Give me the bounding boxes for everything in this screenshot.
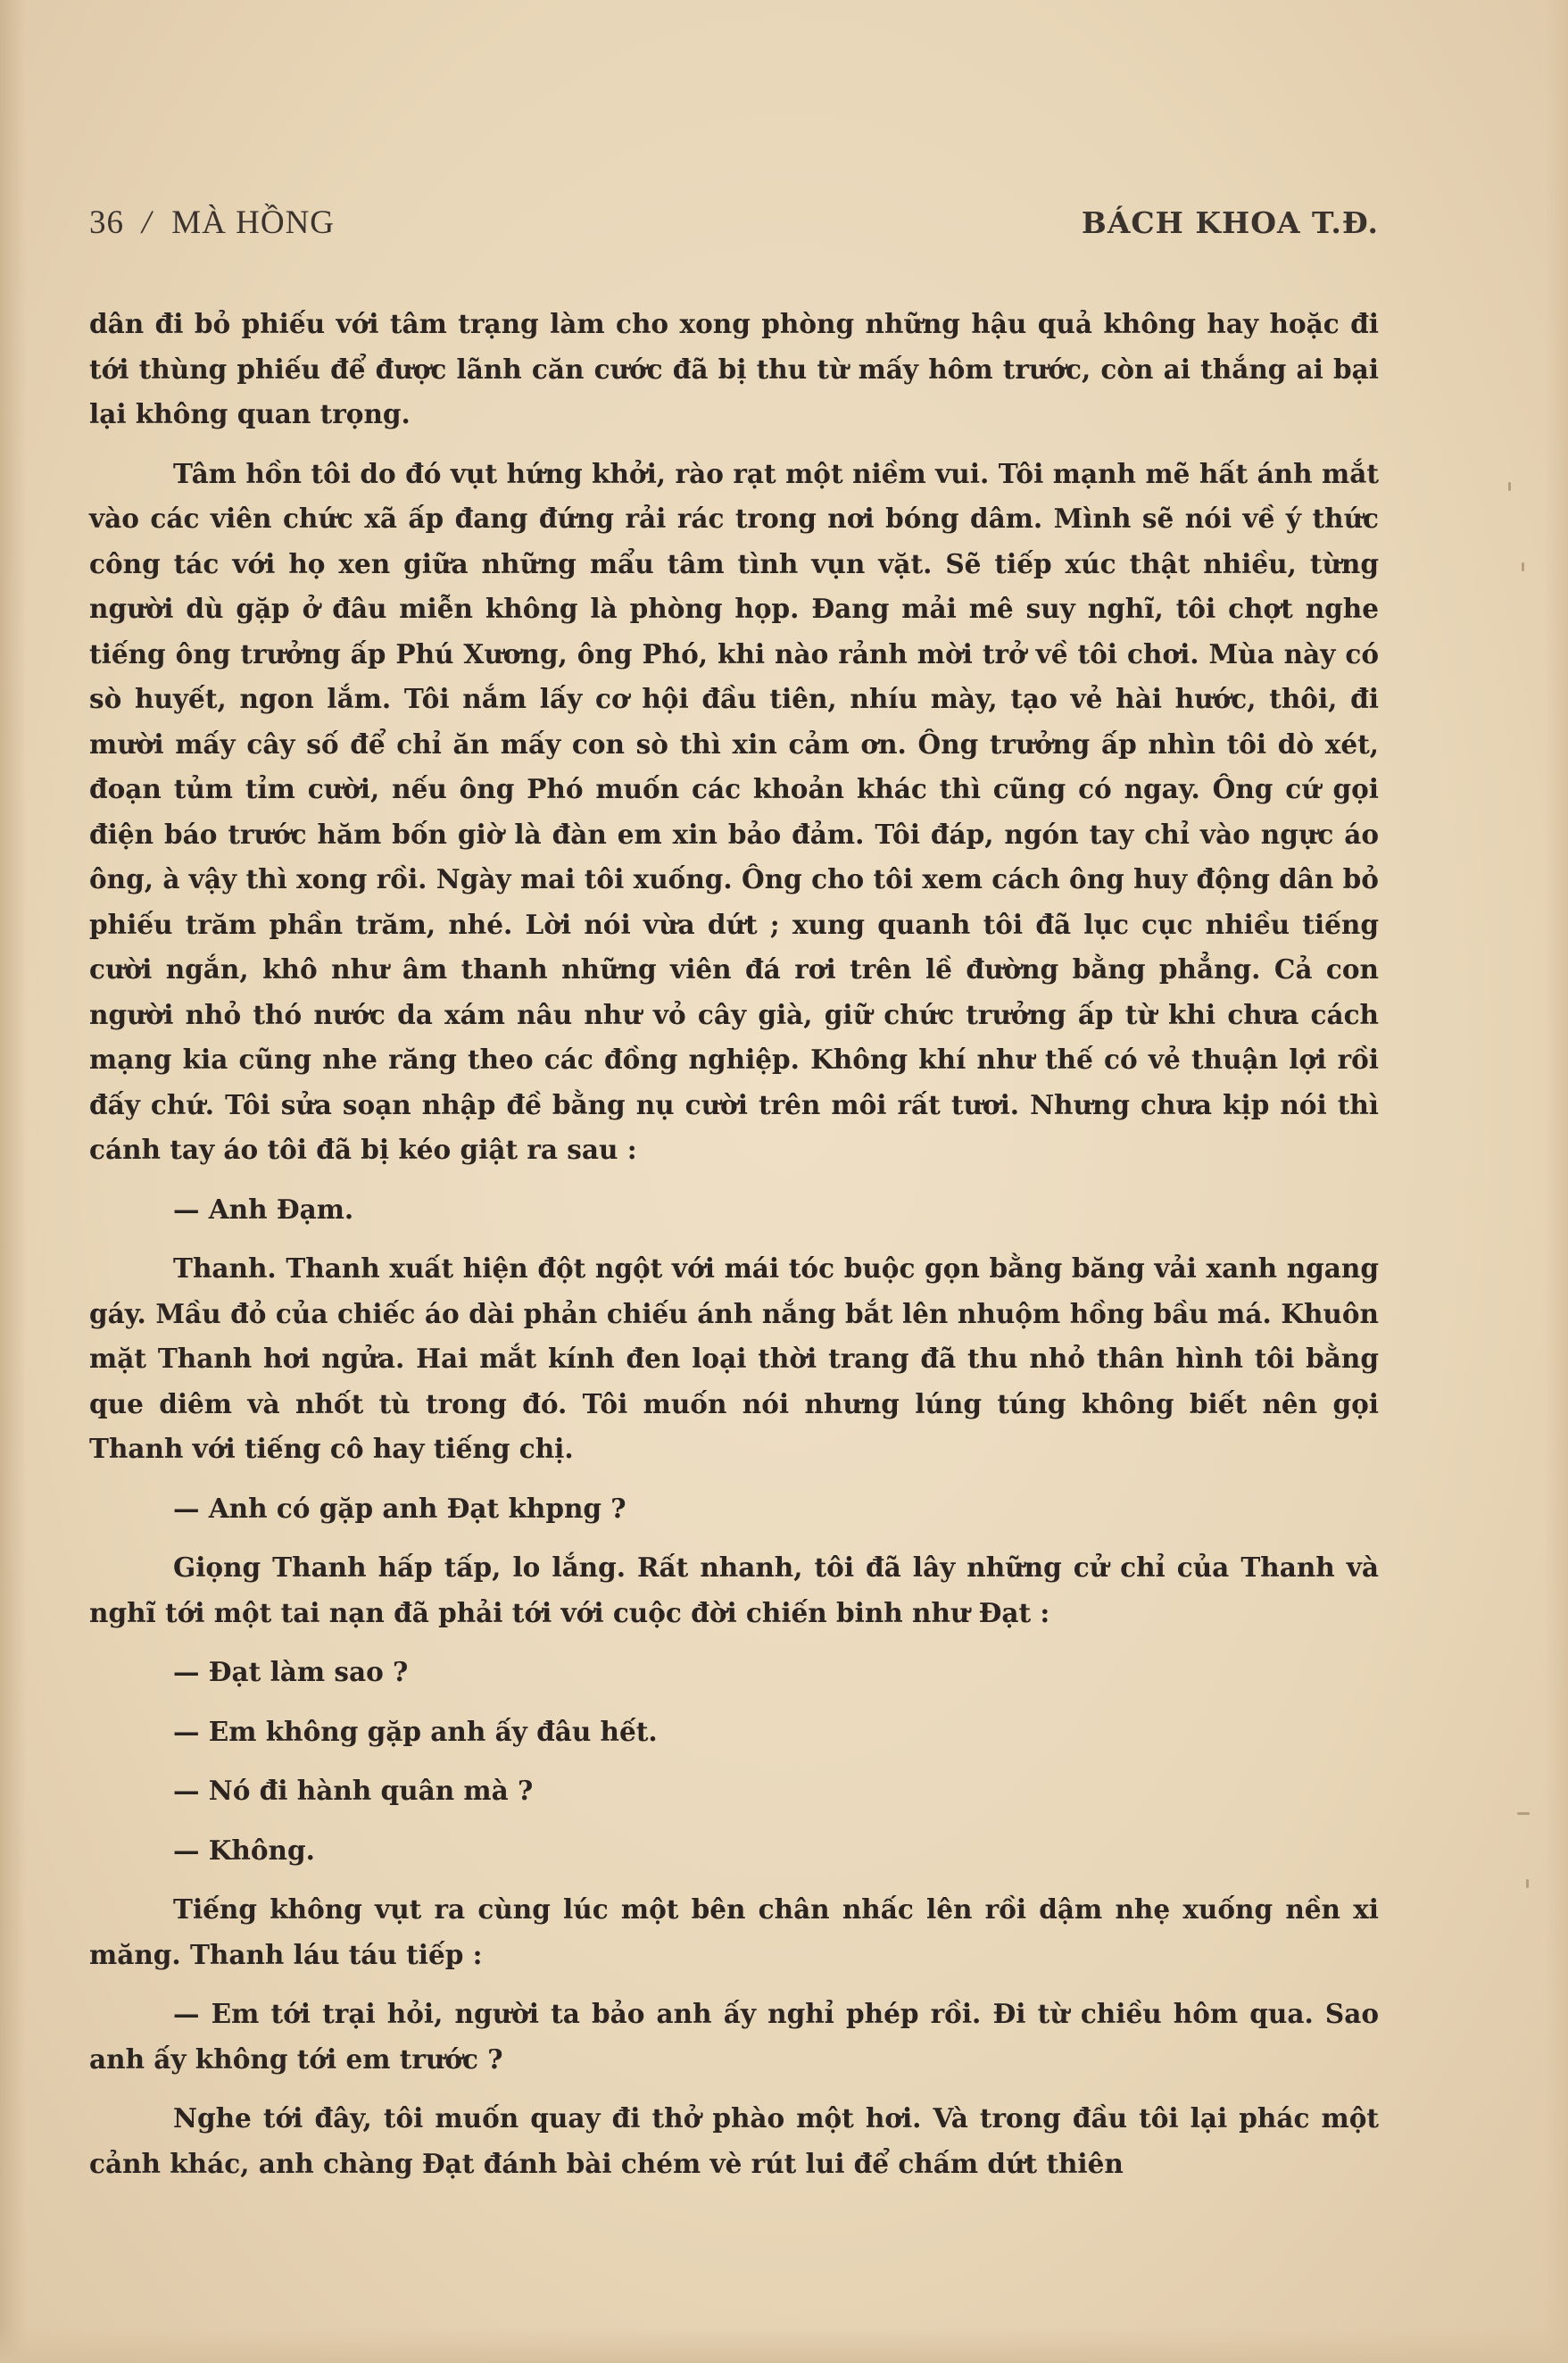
page-number: 36 [89,204,124,241]
header-separator: / [142,204,153,241]
dialogue-line: — Nó đi hành quân mà ? [173,1775,534,1806]
paper-speck [1526,1879,1529,1888]
author-name: MÀ HỒNG [171,204,336,241]
page-shadow-right [1545,0,1568,2363]
page-shadow-left [0,0,27,2363]
paragraph-13: Nghe tới đây, tôi muốn quay đi thở phào một hơi. Và trong đầu tôi lại phác một cảnh khác, anh chàng Đạt đánh bài chém vè rút lui để chấm dứt thiên [89,2102,1379,2179]
body-text [89,302,1379,2186]
paragraph-6: Giọng Thanh hấp tấp, lo lắng. Rất nhanh, tôi đã lây những cử chỉ của Thanh và nghĩ tới một tai nạn đã phải tới với cuộc đời chiến binh như Đạt : [89,1552,1379,1628]
page-shadow-bottom [0,2327,1568,2363]
dialogue-line: — Không. [173,1834,315,1866]
dialogue-line: — Đạt làm sao ? [173,1656,409,1687]
running-head-left [89,204,335,242]
paragraph-1: dân đi bỏ phiếu với tâm trạng làm cho xong phòng những hậu quả không hay hoặc đi tới thùng phiếu để được lãnh căn cước đã bị thu từ mấy hôm trước, còn ai thắng ai bại lại không quan trọng. [89,308,1379,429]
running-head [89,204,1379,248]
dialogue-line: — Anh có gặp anh Đạt khpng ? [173,1492,626,1524]
paragraph-2: Tâm hồn tôi do đó vụt hứng khởi, rào rạt một niềm vui. Tôi mạnh mẽ hất ánh mắt vào các viên chức xã ấp đang đứng rải rác trong nơi bóng dâm. Mình sẽ nói về ý thức công tác với họ xen giữa những mẩu tâm tình vụn vặt. Sẽ tiếp xúc thật nhiều, từng người dù gặp ở đâu miễn không là phòng họp. Đang mải mê suy nghĩ, tôi chợt nghe tiếng ông trưởng ấp Phú Xương, ông Phó, khi nào rảnh mời trở về tôi chơi. Mùa này có sò huyết, ngon lắm. Tôi nắm lấy cơ hội đầu tiên, nhíu mày, tạo vẻ hài hước, thôi, đi mười mấy cây số để chỉ ăn mấy con sò thì xin cảm ơn. Ông trưởng ấp nhìn tôi dò xét, đoạn tủm tỉm cười, nếu ông Phó muốn các khoản khác thì cũng có ngay. Ông cứ gọi điện báo trước hăm bốn giờ là đàn em xin bảo đảm. Tôi đáp, ngón tay chỉ vào ngực áo ông, à vậy thì xong rồi. Ngày mai tôi xuống. Ông cho tôi xem cách ông huy động dân bỏ phiếu trăm phần trăm, nhé. Lời nói vừa dứt ; xung quanh tôi đã lục cục nhiều tiếng cười ngắn, khô như âm thanh những viên đá rơi trên lề đường bằng phẳng. Cả con người nhỏ thó nước da xám nâu như vỏ cây già, giữ chức trưởng ấp từ khi chưa cách mạng kia cũng nhe răng theo các đồng nghiệp. Không khí như thế có vẻ thuận lợi rồi đấy chứ. Tôi sửa soạn nhập đề bằng nụ cười trên môi rất tươi. Nhưng chưa kịp nói thì cánh tay áo tôi đã bị kéo giật ra sau : [89,457,1379,1165]
publication-name: BÁCH KHOA T.Đ. [1081,205,1379,240]
paper-speck [1522,562,1524,571]
paragraph-11: Tiếng không vụt ra cùng lúc một bên chân nhấc lên rồi dậm nhẹ xuống nền xi măng. Thanh láu táu tiếp : [89,1893,1379,1970]
paragraph-4: Thanh. Thanh xuất hiện đột ngột với mái tóc buộc gọn bằng băng vải xanh ngang gáy. Mầu đỏ của chiếc áo dài phản chiếu ánh nắng bắt lên nhuộm hồng bầu má. Khuôn mặt Thanh hơi ngửa. Hai mắt kính đen loại thời trang đã thu nhỏ thân hình tôi bằng que diêm và nhốt tù trong đó. Tôi muốn nói nhưng lúng túng không biết nên gọi Thanh với tiếng cô hay tiếng chị. [89,1252,1379,1464]
dialogue-line: — Anh Đạm. [173,1193,354,1225]
paper-speck [1508,482,1511,491]
paper-speck [1517,1812,1530,1815]
dialogue-line: — Em tới trại hỏi, người ta bảo anh ấy nghỉ phép rồi. Đi từ chiều hôm qua. Sao anh ấy không tới em trước ? [89,1998,1379,2075]
dialogue-line: — Em không gặp anh ấy đâu hết. [173,1715,658,1747]
